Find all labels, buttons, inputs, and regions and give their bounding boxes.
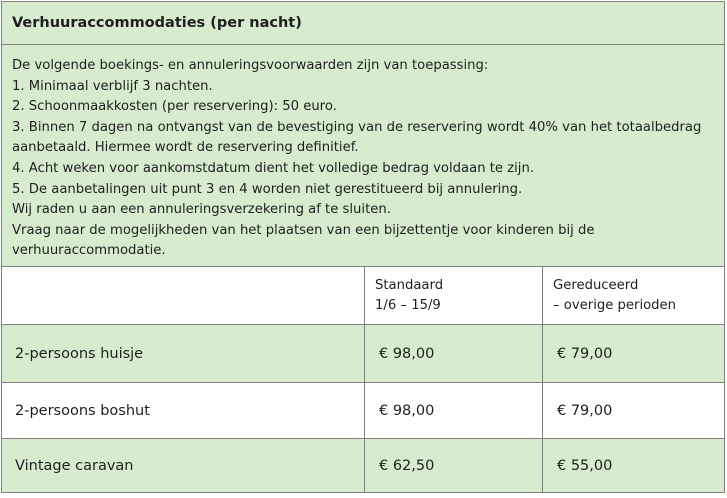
conditions-intro: De volgende boekings- en annuleringsvoorwaarden zijn van toepassing: <box>12 58 489 73</box>
standard-price: € 98,00 <box>379 345 435 362</box>
header-standard-period: 1/6 – 15/9 <box>375 297 441 313</box>
accommodation-name-cell <box>2 325 365 383</box>
condition-2: 2. Schoonmaakkosten (per reservering): 50 euro. <box>12 99 337 115</box>
condition-3: 3. Binnen 7 dagen na ontvangst van de bevestiging van de reservering wordt 40% van het totaalbedrag aanbetaald. Hiermee wordt de reservering definitief. <box>12 119 702 156</box>
conditions-cell <box>2 45 725 267</box>
reduced-price: € 55,00 <box>557 457 613 474</box>
reduced-price-cell <box>543 439 725 493</box>
header-standard <box>365 267 543 325</box>
accommodation-name-cell <box>2 383 365 439</box>
standard-price-cell <box>365 325 543 383</box>
title-row <box>2 2 725 45</box>
pricing-panel <box>1 1 726 493</box>
price-table <box>1 1 725 493</box>
standard-price-cell <box>365 439 543 493</box>
header-reduced <box>543 267 725 325</box>
standard-price: € 62,50 <box>379 457 435 474</box>
header-reduced-period: – overige perioden <box>553 297 677 313</box>
reduced-price-cell <box>543 325 725 383</box>
standard-price: € 98,00 <box>379 402 435 419</box>
reduced-price: € 79,00 <box>557 402 613 419</box>
header-reduced-label: Gereduceerd <box>553 277 639 293</box>
standard-price-cell <box>365 383 543 439</box>
insurance-advice: Wij raden u aan een annuleringsverzekering af te sluiten. <box>12 202 391 218</box>
column-header-row <box>2 267 725 325</box>
condition-5: 5. De aanbetalingen uit punt 3 en 4 worden niet gerestitueerd bij annulering. <box>12 181 523 197</box>
accommodation-name: 2-persoons boshut <box>15 402 150 419</box>
accommodation-name: Vintage caravan <box>15 457 134 474</box>
header-standard-label: Standaard <box>375 277 444 293</box>
conditions-text <box>2 45 724 262</box>
condition-4: 4. Acht weken voor aankomstdatum dient het volledige bedrag voldaan te zijn. <box>12 160 535 176</box>
condition-1: 1. Minimaal verblijf 3 nachten. <box>12 78 213 94</box>
reduced-price: € 79,00 <box>557 345 613 362</box>
accommodation-name-cell <box>2 439 365 493</box>
reduced-price-cell <box>543 383 725 439</box>
extra-tent-note: Vraag naar de mogelijkheden van het plaatsen van een bijzettentje voor kinderen bij de verhuuraccommodatie. <box>12 222 595 259</box>
table-row <box>2 325 725 383</box>
table-title: Verhuuraccommodaties (per nacht) <box>12 15 302 31</box>
conditions-row <box>2 45 725 267</box>
table-row <box>2 439 725 493</box>
table-row <box>2 383 725 439</box>
accommodation-name: 2-persoons huisje <box>15 345 144 362</box>
header-empty-cell <box>2 267 365 325</box>
title-cell <box>2 2 725 45</box>
